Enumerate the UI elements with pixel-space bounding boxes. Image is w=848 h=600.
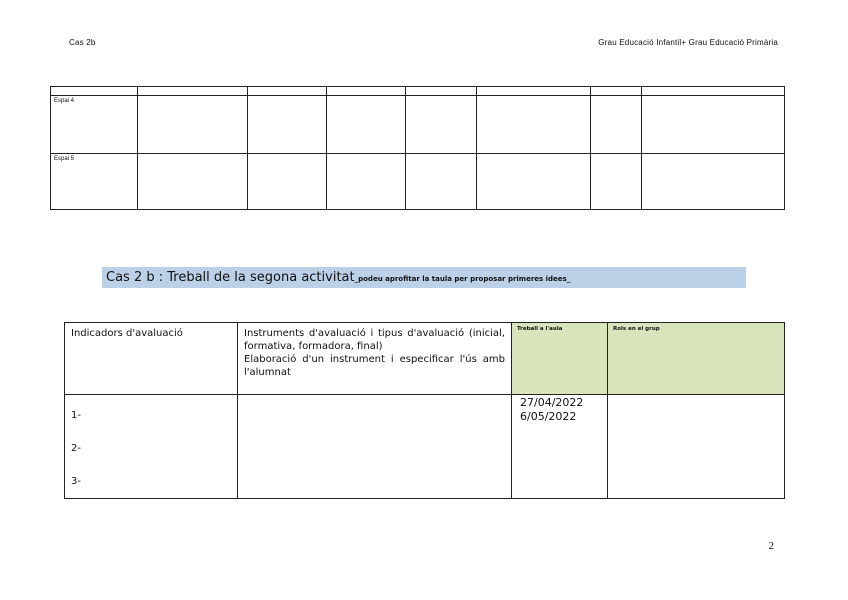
table-row — [51, 154, 785, 210]
col-header-indicators: Indicadors d'avaluació — [71, 328, 183, 339]
date-start: 27/04/2022 — [520, 396, 584, 409]
banner-title: Cas 2 b : Treball de la segona activitat — [106, 270, 355, 285]
page-number: 2 — [768, 540, 774, 552]
table-row — [65, 395, 785, 499]
col-header-elaboration: Elaboració d'un instrument i especificar l'ús amb l'alumnat — [244, 354, 505, 378]
banner-note: _podeu aprofitar la taula per proposar primeres idees_ — [354, 275, 571, 283]
col-header-classwork: Treball a l'aula — [517, 326, 563, 332]
col-header-instruments: Instruments d'avaluació i tipus d'avaluació (inicial, formativa, formadora, final) — [244, 328, 505, 352]
indicator-item: 2- — [71, 443, 81, 454]
date-end: 6/05/2022 — [520, 410, 577, 423]
indicator-item: 3- — [71, 476, 81, 487]
col-header-roles: Rols en el grup — [613, 326, 660, 332]
header-left: Cas 2b — [69, 38, 96, 47]
table-header-row — [65, 323, 785, 395]
activity-banner — [102, 267, 746, 288]
spaces-table — [50, 86, 785, 210]
evaluation-table — [64, 322, 785, 499]
row-label: Espai 5 — [54, 156, 75, 162]
row-label: Espai 4 — [54, 98, 75, 104]
header-right: Grau Educació Infantil+ Grau Educació Primària — [598, 38, 778, 47]
table-row — [51, 96, 785, 154]
indicator-item: 1- — [71, 410, 81, 421]
table-row — [51, 87, 785, 96]
